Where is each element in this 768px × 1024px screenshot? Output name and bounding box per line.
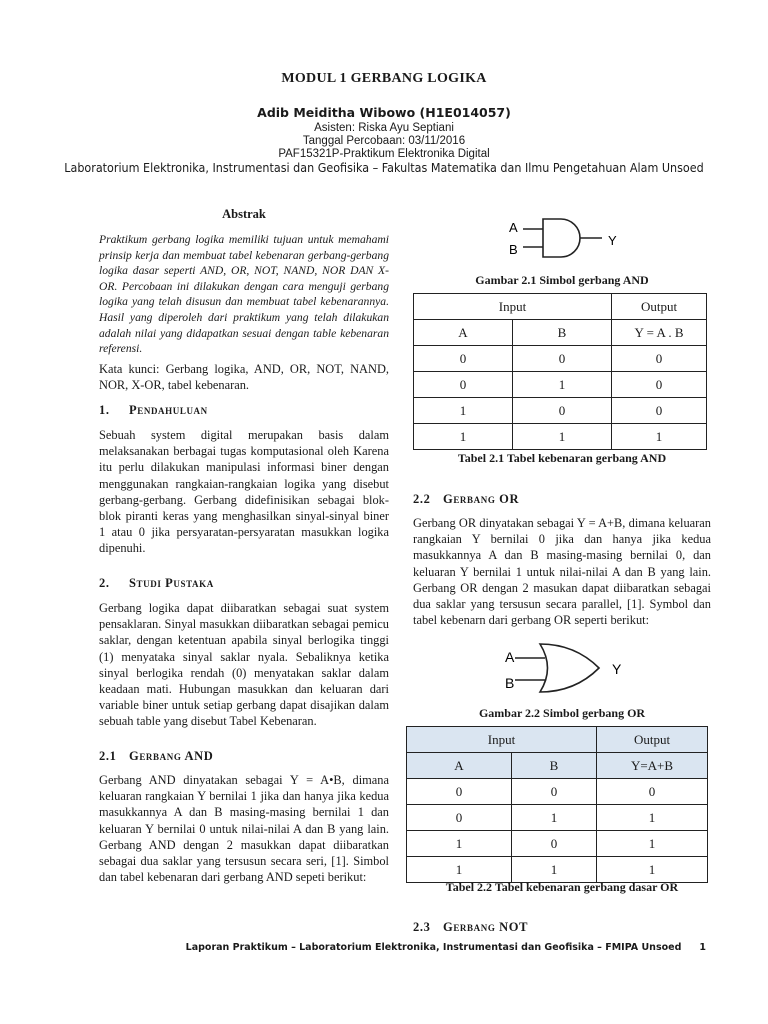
input-group-header: Input bbox=[407, 727, 597, 753]
literature-paragraph: Gerbang logika dapat diibaratkan sebagai suat system pensaklaran. Sinyal masukkan diibaratkan sebagai pemicu saklar, dengan ketentuan apabila sinyal berlogika tinggi (1) menyataka sinyal saklar nyala. Sebaliknya ketika sinyal berlogika rendah (0) menyatakan saklar dalam keadaan mati. Hubungan masukkan dan keluaran dari variable biner untuk setiap gerbang dapat disajikan dalam sebuah table yang disebut Tabel Kebenaran. bbox=[99, 601, 389, 729]
col-y-header: Y = A . B bbox=[612, 320, 707, 346]
table-row bbox=[407, 779, 708, 805]
table-cell: 0 bbox=[414, 346, 513, 372]
table-cell: 0 bbox=[612, 346, 707, 372]
table-cell: 0 bbox=[612, 398, 707, 424]
table-row bbox=[414, 424, 707, 450]
output-group-header: Output bbox=[612, 294, 707, 320]
table-row bbox=[407, 805, 708, 831]
section-title: Gerbang NOT bbox=[443, 920, 529, 934]
input-group-header: Input bbox=[414, 294, 612, 320]
or-table-caption: Tabel 2.2 Tabel kebenaran gerbang dasar OR bbox=[445, 880, 679, 894]
table-cell: 1 bbox=[407, 831, 512, 857]
table-cell: 1 bbox=[597, 857, 708, 883]
table-cell: 0 bbox=[612, 372, 707, 398]
page-footer bbox=[186, 942, 706, 953]
table-cell: 0 bbox=[414, 372, 513, 398]
table-cell: 1 bbox=[597, 805, 708, 831]
section-title: Gerbang AND bbox=[129, 749, 214, 763]
table-row bbox=[414, 398, 707, 424]
and-truth-table bbox=[413, 293, 707, 450]
date-line: Tanggal Percobaan: 03/11/2016 bbox=[302, 135, 466, 147]
table-cell: 1 bbox=[407, 857, 512, 883]
or-output-label: Y bbox=[612, 661, 622, 677]
and-figure-caption: Gambar 2.1 Simbol gerbang AND bbox=[475, 273, 649, 287]
section-intro-heading bbox=[99, 403, 389, 418]
and-input-a-label: A bbox=[509, 220, 518, 235]
section-or-heading bbox=[413, 492, 711, 507]
table-cell: 1 bbox=[513, 424, 612, 450]
intro-paragraph: Sebuah system digital merupakan basis dalam melaksanakan berbagai tugas komputasional oleh Karena itu perlu dilakukan manipulasi informasi biner dengan menggunakan rangkaian-rangkaian logika yang disebut gerbang-gerbang. Gerbang didefinisikan sebagai blok-blok piranti keras yang menghasilkan sinyal-sinyal biner 1 atau 0 jika persyaratan-persyaratan masukkan logika dipenuhi. bbox=[99, 428, 389, 556]
or-input-a-label: A bbox=[505, 649, 515, 665]
table-cell: 1 bbox=[597, 831, 708, 857]
table-cell: 1 bbox=[512, 805, 597, 831]
col-b-header: B bbox=[513, 320, 612, 346]
or-figure-caption: Gambar 2.2 Simbol gerbang OR bbox=[478, 706, 646, 720]
table-row bbox=[414, 346, 707, 372]
lab-affiliation: Laboratorium Elektronika, Instrumentasi dan Geofisika – Fakultas Matematika dan Ilmu Pengetahuan Alam Unsoed bbox=[64, 161, 704, 175]
author-name: Adib Meiditha Wibowo (H1E014057) bbox=[257, 105, 511, 120]
table-cell: 0 bbox=[512, 831, 597, 857]
and-input-b-label: B bbox=[509, 242, 518, 257]
table-row bbox=[414, 372, 707, 398]
col-a-header: A bbox=[407, 753, 512, 779]
section-title: Pendahuluan bbox=[129, 403, 208, 417]
paper-title: MODUL 1 GERBANG LOGIKA bbox=[281, 71, 487, 86]
and-table-caption: Tabel 2.1 Tabel kebenaran gerbang AND bbox=[457, 451, 667, 465]
and-paragraph: Gerbang AND dinyatakan sebagai Y = A•B, dimana keluaran rangkaian Y bernilai 1 jika dan hanya jika kedua masukkannya A dan B masing-masing bernilai 1 dan keluaran Y bernilai 0 untuk nilai-nilai A dan B yang lain. Gerbang AND dengan 2 masukkan dapat diibaratkan sebagai dua saklar yang tersusun secara seri, [1]. Simbol dan tabel kebenaran dari gerbang AND sepeti berikut: bbox=[99, 773, 389, 885]
table-header-row bbox=[414, 320, 707, 346]
col-a-header: A bbox=[414, 320, 513, 346]
col-y-header: Y=A+B bbox=[597, 753, 708, 779]
or-input-b-label: B bbox=[505, 675, 515, 691]
section-title: Studi Pustaka bbox=[129, 576, 214, 590]
table-cell: 1 bbox=[414, 398, 513, 424]
abstract-body: Praktikum gerbang logika memiliki tujuan untuk memahami prinsip kerja dan membuat tabel kebenaran gerbang-gerbang logika dasar seperti AND, OR, NOT, NAND, NOR DAN X-OR. Percobaan ini dilakukan dengan cara menguji gerbang logika yang telah disusun dan membuat tabel kebenarannya. Hasil yang diperoleh dari praktikum yang telah dilakukan adalah nilai yang didapatkan sesuai dengan table kebenaran referensi. bbox=[99, 233, 389, 356]
assistant-line: Asisten: Riska Ayu Septiani bbox=[314, 122, 454, 134]
table-cell: 1 bbox=[414, 424, 513, 450]
table-row bbox=[407, 831, 708, 857]
table-cell: 0 bbox=[513, 346, 612, 372]
section-number: 2.3 bbox=[413, 920, 431, 934]
page-number: 1 bbox=[699, 942, 706, 953]
table-cell: 1 bbox=[512, 857, 597, 883]
table-cell: 1 bbox=[513, 372, 612, 398]
section-number: 2.2 bbox=[413, 492, 431, 506]
or-truth-table bbox=[406, 726, 708, 883]
table-header-row bbox=[414, 294, 707, 320]
abstract-heading: Abstrak bbox=[222, 207, 266, 221]
section-literature-heading bbox=[99, 576, 389, 591]
table-header-row bbox=[407, 727, 708, 753]
section-number: 2.1 bbox=[99, 749, 117, 763]
table-header-row bbox=[407, 753, 708, 779]
table-cell: 0 bbox=[407, 805, 512, 831]
footer-text: Laporan Praktikum – Laboratorium Elektronika, Instrumentasi dan Geofisika – FMIPA Unsoed bbox=[185, 942, 682, 953]
table-cell: 0 bbox=[597, 779, 708, 805]
and-gate-symbol bbox=[505, 214, 645, 262]
section-title: Gerbang OR bbox=[443, 492, 520, 506]
col-b-header: B bbox=[512, 753, 597, 779]
course-line: PAF15321P-Praktikum Elektronika Digital bbox=[278, 148, 490, 160]
table-cell: 0 bbox=[407, 779, 512, 805]
and-output-label: Y bbox=[608, 233, 617, 248]
section-number: 2. bbox=[99, 576, 110, 590]
table-cell: 0 bbox=[513, 398, 612, 424]
section-not-heading bbox=[413, 920, 711, 935]
keywords: Kata kunci: Gerbang logika, AND, OR, NOT, NAND, NOR, X-OR, tabel kebenaran. bbox=[99, 362, 389, 393]
table-cell: 1 bbox=[612, 424, 707, 450]
section-number: 1. bbox=[99, 403, 110, 417]
output-group-header: Output bbox=[597, 727, 708, 753]
or-paragraph: Gerbang OR dinyatakan sebagai Y = A+B, dimana keluaran rangkaian Y bernilai 0 jika dan hanya jika kedua masukkannya A dan B masing-masing bernilai 0, dan keluaran Y bernilai 1 untuk nilai-nilai A dan B yang lain. Gerbang OR dengan 2 masukan dapat diibaratkan sebagai dua saklar yang tersusun secara parallel, [1]. Symbol dan tabel kebenarn dari gerbang OR seperti berikut: bbox=[413, 516, 711, 628]
table-row bbox=[407, 857, 708, 883]
table-cell: 0 bbox=[512, 779, 597, 805]
section-and-heading bbox=[99, 749, 389, 764]
or-gate-symbol bbox=[503, 640, 643, 696]
